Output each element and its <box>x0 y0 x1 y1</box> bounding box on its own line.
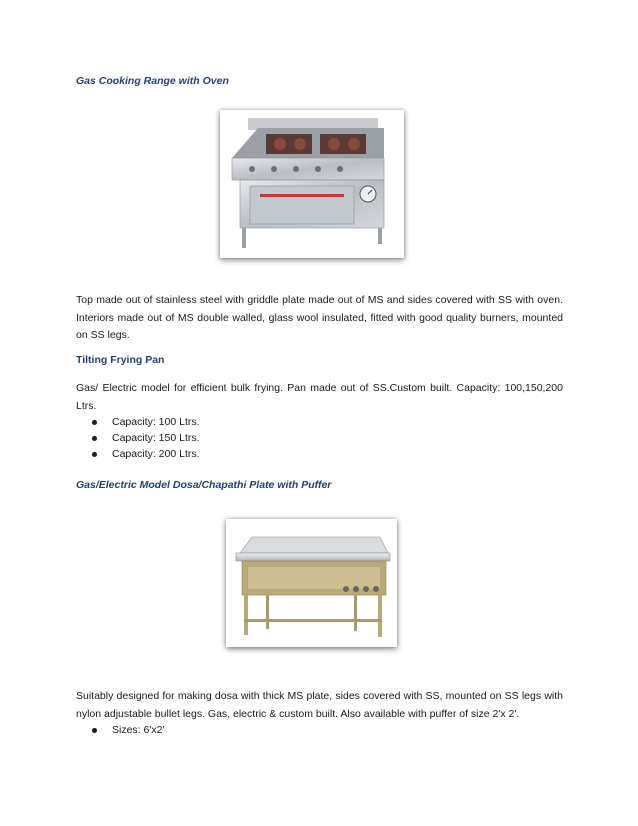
list-item: Capacity: 200 Ltrs. <box>76 446 200 462</box>
gas-range-illustration <box>220 110 404 258</box>
gas-cooking-range-image <box>220 110 404 258</box>
section-description-dosa-chapathi-plate: Suitably designed for making dosa with thick MS plate, sides covered with SS, mounted on SS legs with nylon adjustable bullet legs. Gas, electric & custom built. Also available with puffer of size 2'x 2'. <box>76 690 563 720</box>
section-description-gas-cooking-range: Top made out of stainless steel with griddle plate made out of MS and sides covered with SS with oven. Interiors made out of MS double walled, glass wool insulated, fitted with good quality burners, mounted on SS legs. <box>76 294 563 341</box>
section-description-tilting-frying-pan: Gas/ Electric model for efficient bulk frying. Pan made out of SS.Custom built. Capacity: 100,150,200 Ltrs. <box>76 382 563 412</box>
dosa-chapathi-plate-image <box>226 519 397 647</box>
section-heading-dosa-chapathi-plate: Gas/Electric Model Dosa/Chapathi Plate with Puffer <box>76 479 332 491</box>
dosa-plate-illustration <box>226 519 397 647</box>
capacity-list <box>76 414 200 462</box>
list-item: Capacity: 100 Ltrs. <box>76 414 200 430</box>
list-item: Capacity: 150 Ltrs. <box>76 430 200 446</box>
list-item: Sizes: 6'x2' <box>76 722 164 738</box>
section-heading-gas-cooking-range: Gas Cooking Range with Oven <box>76 75 229 87</box>
sizes-list <box>76 722 164 738</box>
section-heading-tilting-frying-pan: Tilting Frying Pan <box>76 354 165 366</box>
